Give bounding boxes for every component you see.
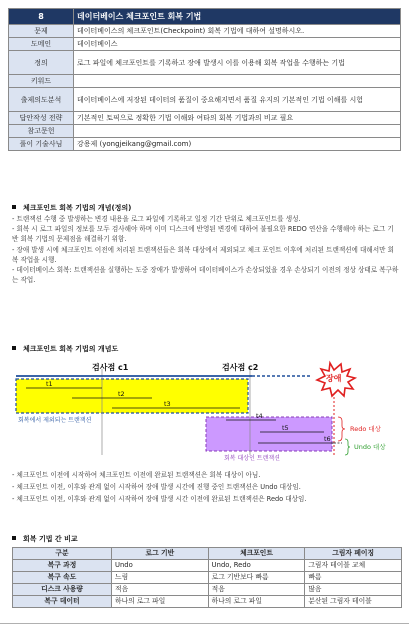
section-1-body xyxy=(12,214,400,285)
info-label: 키워드 xyxy=(9,75,74,88)
column-header: 그림자 페이징 xyxy=(305,548,402,560)
bullet-square-icon xyxy=(12,346,16,350)
table-row xyxy=(13,596,402,608)
body-line: - 회복 시 로그 파일의 정보를 모두 검사해야 하며 이미 디스크에 반영된 변경에 대하여 불필요한 REDO 연산을 수행해야 하는 로그 기반 회복 기법의 문제점을 해결하기 위함. xyxy=(12,225,394,244)
table-cell: 적음 xyxy=(112,584,209,596)
info-value: 기본적인 토픽으로 정확한 기법 이해와 여타의 회복 기법과의 비교 필요 xyxy=(74,112,401,125)
info-label: 답안작성 전략 xyxy=(9,112,74,125)
info-row xyxy=(9,112,401,125)
table-cell: 느림 xyxy=(112,572,209,584)
row-header: 복구 속도 xyxy=(13,572,112,584)
body-line: - 체크포인트 이전, 이후와 관계 없이 시작하여 장애 발생 시간에 진행 중인 트랜잭션은 Undo 대상임. xyxy=(12,483,301,492)
table-cell: 하나의 로그 파일 xyxy=(208,596,305,608)
bullet-square-icon xyxy=(12,205,16,209)
info-row xyxy=(9,75,401,88)
info-value: 데이터베이스에 저장된 데이터의 품질이 중요해지면서 품질 유지의 기본적인 기법 이해를 시험 xyxy=(74,88,401,112)
section-3-title: 회복 기법 간 비교 xyxy=(12,534,78,544)
info-header-row xyxy=(9,9,401,25)
checkpoint-diagram xyxy=(12,359,400,467)
info-value xyxy=(74,125,401,138)
page-bottom-rule xyxy=(0,623,409,624)
info-row xyxy=(9,25,401,38)
row-header: 복구 데이터 xyxy=(13,596,112,608)
info-table xyxy=(8,8,401,151)
table-row xyxy=(13,584,402,596)
row-header: 복구 과정 xyxy=(13,560,112,572)
table-row xyxy=(13,572,402,584)
body-line: - 장애 발생 시에 체크포인트 이전에 처리된 트랜잭션들은 회복 대상에서 제외되고 체크 포인트 이후에 처리된 트랜잭션에 대해서만 회복 작업을 시행. xyxy=(12,245,394,264)
target-region xyxy=(206,417,332,451)
transaction-t2-label: t2 xyxy=(118,390,125,398)
table-cell: 많음 xyxy=(305,584,402,596)
topic-number: 8 xyxy=(9,9,74,25)
column-header: 체크포인트 xyxy=(208,548,305,560)
checkpoint-c2-label: 검사점 c2 xyxy=(222,363,259,372)
undo-brace xyxy=(345,439,350,455)
transaction-t1-label: t1 xyxy=(46,380,53,388)
info-row xyxy=(9,138,401,151)
table-cell: 하나의 로그 파일 xyxy=(112,596,209,608)
transaction-t4-label: t4 xyxy=(256,412,263,420)
info-value: 로그 파일에 체크포인트를 기록하고 장애 발생시 이를 이용해 회복 작업을 수행하는 기법 xyxy=(74,51,401,75)
table-row xyxy=(13,560,402,572)
body-line: - 데이터베이스 회복: 트랜잭션을 실행하는 도중 장애가 발생하여 데이터베이스가 손상되었을 경우 손상되기 이전의 정상 상태로 복구하는 작업. xyxy=(12,266,399,285)
target-caption: 회복 대상인 트랜잭션 xyxy=(224,455,280,462)
undo-label: Undo 대상 xyxy=(354,443,386,451)
info-row xyxy=(9,125,401,138)
info-value: 데이터베이스의 체크포인트(Checkpoint) 회복 기법에 대하여 설명하시오. xyxy=(74,25,401,38)
info-label: 참고문헌 xyxy=(9,125,74,138)
table-cell: 그림자 테이블 교체 xyxy=(305,560,402,572)
info-value: 강용제 (yongjeikang@gmail.com) xyxy=(74,138,401,151)
info-label: 문제 xyxy=(9,25,74,38)
section-2-body xyxy=(12,470,400,505)
body-line: - 트랜잭션 수행 중 발생하는 변경 내용을 로그 파일에 기록하고 일정 기간 단위로 체크포인트를 생성. xyxy=(12,215,301,223)
info-label: 풀이 기술사님 xyxy=(9,138,74,151)
table-cell: 빠름 xyxy=(305,572,402,584)
comparison-table xyxy=(12,547,402,608)
body-line: - 체크포인트 이전에 시작하여 체크포인트 이전에 완료된 트랜잭션은 회복 대상이 아님. xyxy=(12,471,261,479)
info-value: 데이터베이스 xyxy=(74,38,401,51)
table-cell: 적음 xyxy=(208,584,305,596)
section-2-title: 체크포인트 회복 기법의 개념도 xyxy=(12,344,118,354)
redo-brace xyxy=(338,417,345,441)
transaction-t5-label: t5 xyxy=(282,424,289,432)
table-cell: Undo, Redo xyxy=(208,560,305,572)
transaction-t3-label: t3 xyxy=(164,400,171,408)
body-line: - 체크포인트 이전, 이후와 관계 없이 시작하여 장애 발생 시간 이전에 완료된 트랜잭션은 Redo 대상임. xyxy=(12,495,307,504)
info-row xyxy=(9,38,401,51)
table-cell: 로그 기반보다 빠름 xyxy=(208,572,305,584)
info-label: 출제의도분석 xyxy=(9,88,74,112)
info-row xyxy=(9,51,401,75)
transaction-t6-label: t6 xyxy=(324,435,331,443)
row-header: 디스크 사용량 xyxy=(13,584,112,596)
bullet-square-icon xyxy=(12,536,16,540)
comparison-header-row xyxy=(13,548,402,560)
section-1-title: 체크포인트 회복 기법의 개념(정의) xyxy=(12,203,131,213)
column-header: 구분 xyxy=(13,548,112,560)
excluded-caption: 회복에서 제외되는 트랜잭션 xyxy=(18,417,92,424)
table-cell: 분산된 그림자 테이블 xyxy=(305,596,402,608)
info-value xyxy=(74,75,401,88)
topic-title: 데이터베이스 체크포인트 회복 기법 xyxy=(74,9,401,25)
redo-label: Redo 대상 xyxy=(350,425,381,433)
table-cell: Undo xyxy=(112,560,209,572)
checkpoint-c1-label: 검사점 c1 xyxy=(92,363,129,372)
failure-label: 장애 xyxy=(326,374,342,383)
info-label: 도메인 xyxy=(9,38,74,51)
info-row xyxy=(9,88,401,112)
info-label: 정의 xyxy=(9,51,74,75)
column-header: 로그 기반 xyxy=(112,548,209,560)
